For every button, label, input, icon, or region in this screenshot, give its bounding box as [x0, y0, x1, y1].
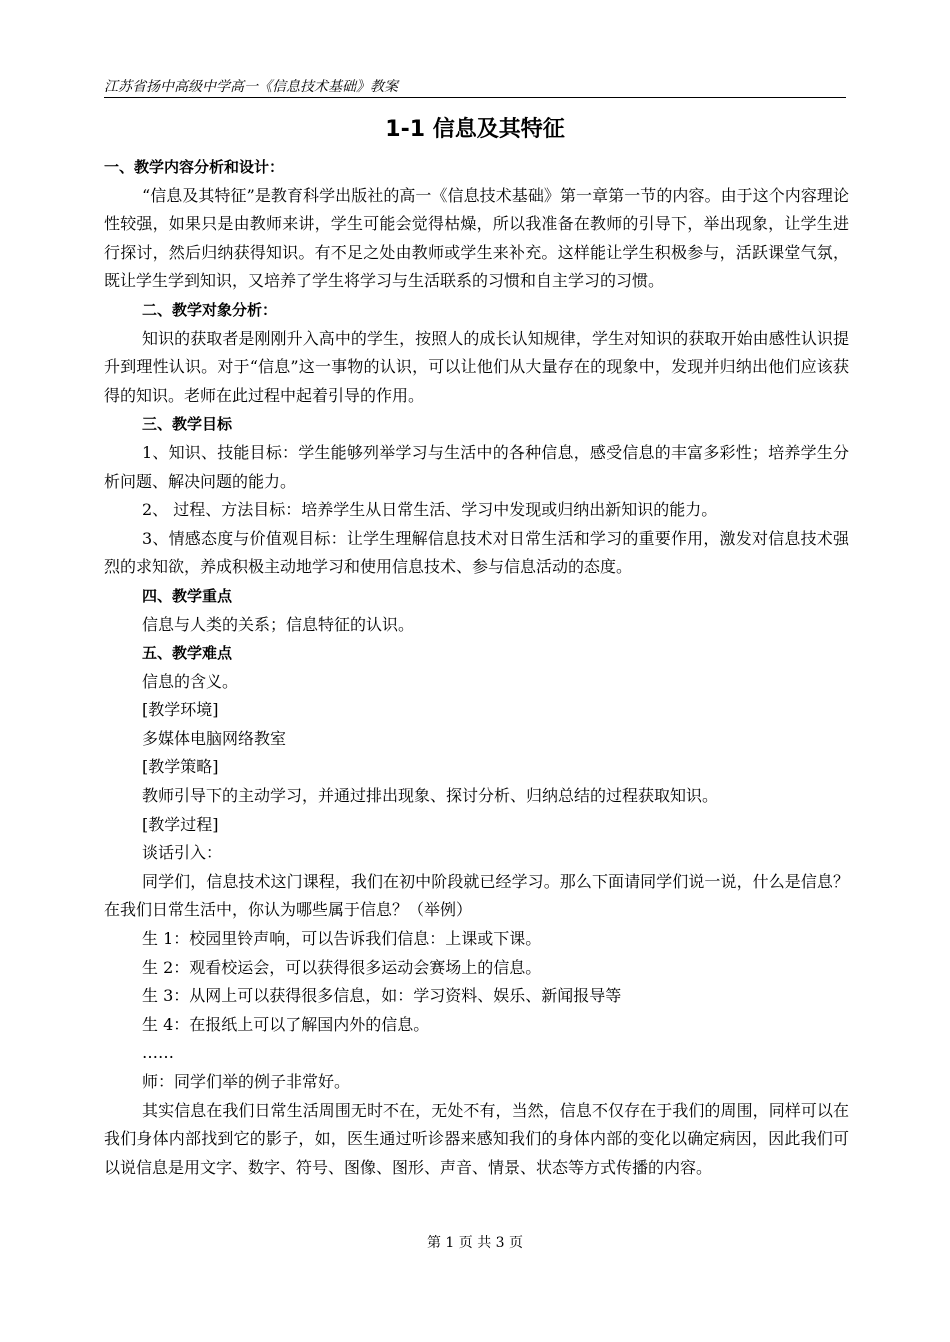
section-heading-2: 二、教学对象分析：	[142, 300, 278, 319]
intro-label: 谈话引入：	[142, 843, 223, 863]
paragraph-key-points: 信息与人类的关系；信息特征的认识。	[142, 614, 415, 634]
section-heading-4: 四、教学重点	[142, 586, 233, 605]
section-heading-1: 一、教学内容分析和设计：	[104, 158, 285, 176]
strategy-heading: [教学策略]	[142, 757, 219, 777]
page-footer: 第 1 页 共 3 页	[426, 1235, 524, 1251]
page-header: 江苏省扬中高级中学高一《信息技术基础》教案	[104, 78, 846, 98]
goal-process: 2、 过程、方法目标：培养学生从日常生活、学习中发现或归纳出新知识的能力。	[142, 500, 718, 520]
section-heading-3: 三、教学目标	[142, 415, 233, 434]
goal-knowledge: 1、知识、技能目标：学生能够列举学习与生活中的各种信息，感受信息的丰富多彩性；培养学生分析问题、解决问题的能力。	[104, 442, 849, 491]
student-answer-4: 生 4：在报纸上可以了解国内外的信息。	[142, 1014, 430, 1034]
page-title: 1-1 信息及其特征	[385, 117, 565, 142]
section-heading-5: 五、教学难点	[142, 644, 233, 663]
env-heading: [教学环境]	[142, 700, 219, 720]
closing-paragraph: 其实信息在我们日常生活周围无时不在，无处不有，当然，信息不仅存在于我们的周围，同样可以在我们身体内部找到它的影子，如，医生通过听诊器来感知我们的身体内部的变化以确定病因，因此我们可以说信息是用文字、数字、符号、图像、图形、声音、情景、状态等方式传播的内容。	[104, 1100, 849, 1177]
document-body	[104, 153, 849, 1182]
paragraph-student-analysis: 知识的获取者是刚刚升入高中的学生，按照人的成长认知规律，学生对知识的获取开始由感性认识提升到理性认识。对于“信息”这一事物的认识，可以让他们从大量存在的现象中，发现并归纳出他们应该获得的知识。老师在此过程中起着引导的作用。	[104, 328, 849, 405]
intro-body: 同学们，信息技术这门课程，我们在初中阶段就已经学习。那么下面请同学们说一说，什么是信息？在我们日常生活中，你认为哪些属于信息？（举例）	[104, 871, 849, 920]
ellipsis: ……	[142, 1043, 174, 1063]
strategy-body: 教师引导下的主动学习，并通过排出现象、探讨分析、归纳总结的过程获取知识。	[142, 786, 719, 806]
student-answer-2: 生 2：观看校运会，可以获得很多运动会赛场上的信息。	[142, 957, 542, 977]
paragraph-difficulty: 信息的含义。	[142, 671, 239, 691]
teacher-remark: 师：同学们举的例子非常好。	[142, 1072, 351, 1091]
student-answer-3: 生 3：从网上可以获得很多信息，如：学习资料、娱乐、新闻报导等	[142, 986, 622, 1006]
process-heading: [教学过程]	[142, 814, 219, 834]
goal-attitude: 3、情感态度与价值观目标：让学生理解信息技术对日常生活和学习的重要作用，激发对信息技术强烈的求知欲，养成积极主动地学习和使用信息技术、参与信息活动的态度。	[104, 528, 849, 577]
env-body: 多媒体电脑网络教室	[142, 728, 287, 748]
paragraph-content-analysis: “信息及其特征”是教育科学出版社的高一《信息技术基础》第一章第一节的内容。由于这个内容理论性较强，如果只是由教师来讲，学生可能会觉得枯燥，所以我准备在教师的引导下，举出现象，让学生进行探讨，然后归纳获得知识。有不足之处由教师或学生来补充。这样能让学生积极参与，活跃课堂气氛，既让学生学到知识，又培养了学生将学习与生活联系的习惯和自主学习的习惯。	[104, 185, 849, 291]
student-answer-1: 生 1：校园里铃声响，可以告诉我们信息：上课或下课。	[142, 929, 542, 949]
